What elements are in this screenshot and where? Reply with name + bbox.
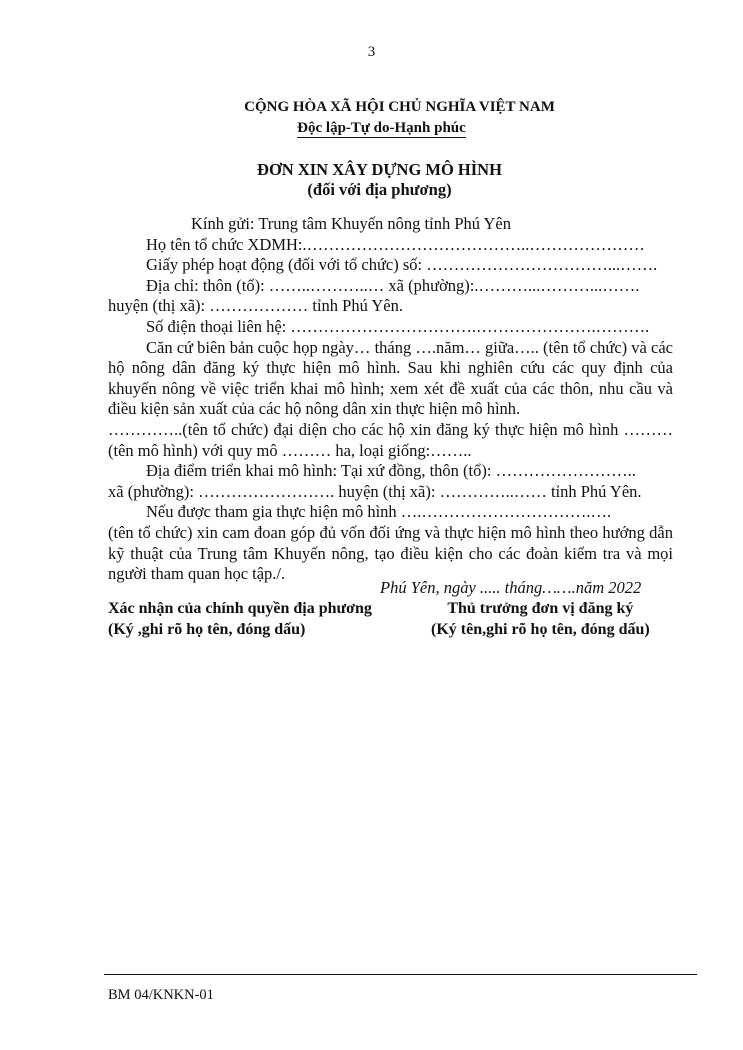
unit-head-signature: [431, 598, 650, 640]
document-subtitle: (đối với địa phương): [307, 180, 452, 199]
license-line: Giấy phép hoạt động (đối với tổ chức) số: ……………………………...…….: [146, 255, 658, 275]
footer-divider: [104, 974, 697, 975]
country-header: CỘNG HÒA XÃ HỘI CHỦ NGHĨA VIỆT NAM: [244, 99, 555, 115]
local-authority-title: Xác nhận của chính quyền địa phương: [108, 600, 372, 617]
org-name-line: Họ tên tổ chức XDMH:.…………………………………..…………………: [146, 234, 645, 254]
commitment-paragraph: (tên tổ chức) xin cam đoan góp đủ vốn đối ứng và thực hiện mô hình theo hướng dẫn kỹ thuật của Trung tâm Khuyến nông, tạo điều kiện cho các đoàn kiểm tra và mọi người tham quan học tập./.: [108, 522, 673, 584]
address-line-2: huyện (thị xã): ……………… tỉnh Phú Yên.: [108, 296, 403, 316]
address-line-1: Địa chỉ: thôn (tổ): ……..………..… xã (phường):.………...………...…….: [146, 275, 640, 295]
commitment-line-1: Nếu được tham gia thực hiện mô hình ….………………………….….: [146, 502, 612, 522]
recipient-line: Kính gửi: Trung tâm Khuyến nông tỉnh Phú Yên: [191, 214, 512, 233]
unit-head-note: (Ký tên,ghi rõ họ tên, đóng dấu): [431, 621, 650, 638]
local-authority-note: (Ký ,ghi rõ họ tên, đóng dấu): [108, 621, 306, 638]
local-authority-signature: [108, 598, 372, 640]
location-line-2: xã (phường): ……………………. huyện (thị xã): …………..…… tỉnh Phú Yên.: [108, 481, 642, 501]
document-title: ĐƠN XIN XÂY DỰNG MÔ HÌNH: [257, 160, 502, 179]
location-line-1: Địa điểm triển khai mô hình: Tại xứ đồng, thôn (tổ): ……………………..: [146, 461, 636, 481]
form-code: BM 04/KNKN-01: [108, 987, 214, 1003]
basis-paragraph: Căn cứ biên bản cuộc họp ngày… tháng ….năm… giữa….. (tên tổ chức) và các hộ nông dân đăng ký thực hiện mô hình. Sau khi nghiên cứu các quy định của khuyến nông về việc triển khai mô hình; xem xét đề xuất của các thôn, nhu cầu và điều kiện sản xuất của các hộ nông dân xin thực hiện mô hình.: [108, 337, 673, 419]
motto-text: Độc lập-Tự do-Hạnh phúc: [297, 120, 466, 136]
place-date: Phú Yên, ngày ..... tháng…….năm 2022: [380, 578, 642, 597]
phone-line: Số điện thoại liên hệ: …………………………….………………….……….: [146, 316, 650, 336]
page-number: 3: [367, 44, 376, 60]
unit-head-title: Thủ trưởng đơn vị đăng ký: [447, 600, 634, 617]
motto-header: [10, 120, 743, 137]
document-body: [108, 214, 673, 585]
representation-paragraph: …………..(tên tổ chức) đại diện cho các hộ xin đăng ký thực hiện mô hình ……… (tên mô hình) với quy mô ……… ha, loại giống:……..: [108, 419, 673, 460]
